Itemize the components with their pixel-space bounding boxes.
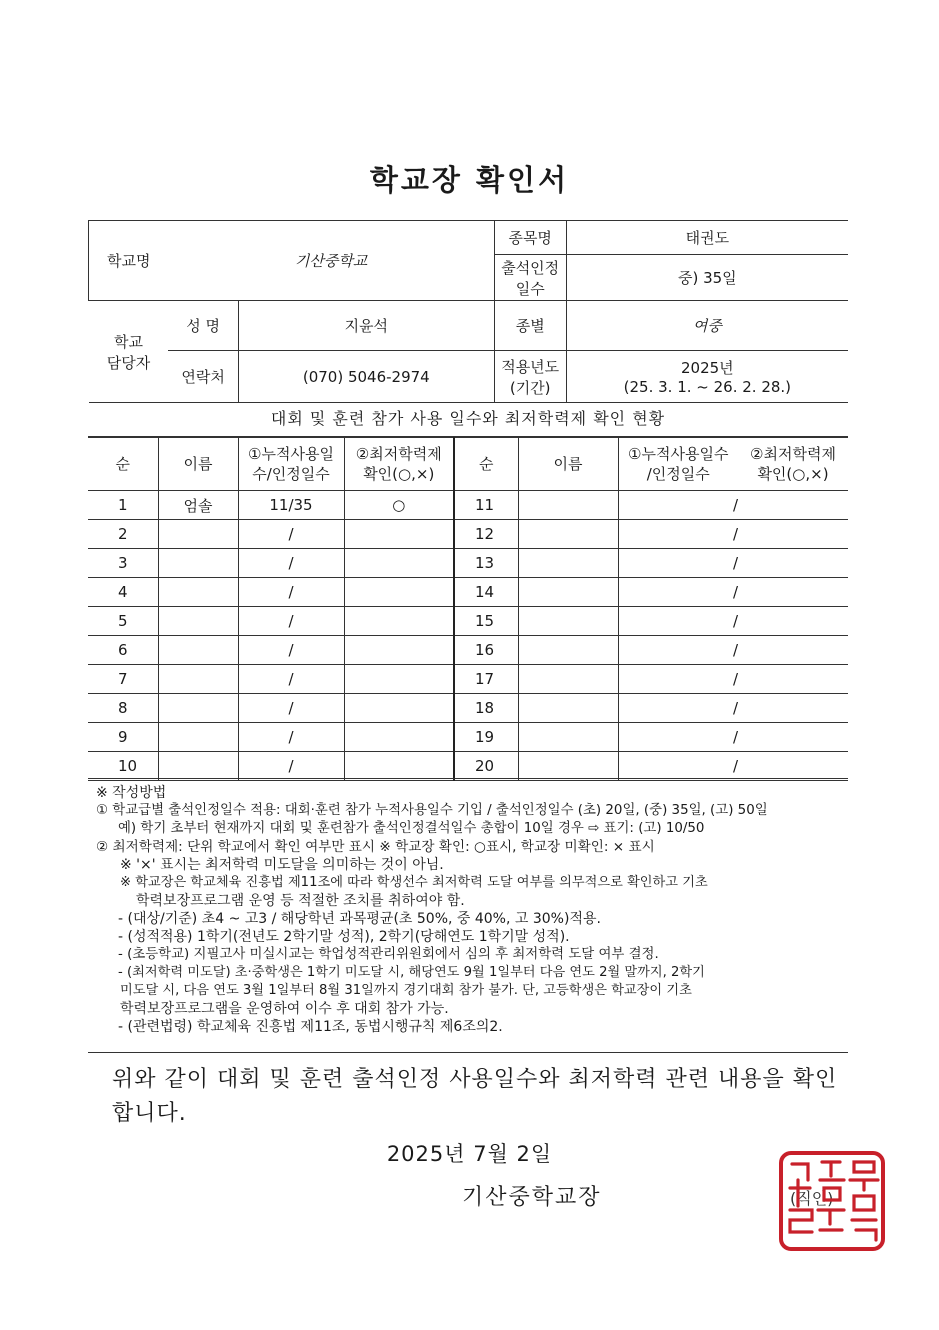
row-name [518,549,618,578]
row-min [738,549,848,578]
attend-label-1: 출석인정 [501,258,560,277]
row-name [518,578,618,607]
col-days-right [618,438,738,491]
row-name [158,694,238,723]
table-row [88,578,848,607]
table-row [88,520,848,549]
row-name [158,520,238,549]
manager-label-2: 담당자 [106,353,151,372]
notes-bottom-rule [88,1052,848,1053]
attend-value: 중) 35일 [566,255,848,301]
col-name: 이름 [158,438,238,491]
row-min [738,578,848,607]
row-no: 16 [454,636,518,665]
row-days: / [238,723,344,752]
attend-label-2: 일수 [515,279,545,298]
table-row [88,694,848,723]
row-days: / [238,636,344,665]
row-name [518,665,618,694]
row-days: / [238,694,344,723]
row-no: 14 [454,578,518,607]
row-days: / [618,607,738,636]
col-min-r2: 확인(○,×) [757,465,829,483]
row-days: / [618,636,738,665]
row-min [738,491,848,520]
row-name [518,607,618,636]
col-min-right [738,438,848,491]
note-line: 미도달 시, 다음 연도 3월 1일부터 8월 31일까지 경기대회 참가 불가. 단, 고등학생은 학교장이 기초 [120,983,692,998]
table-row [88,665,848,694]
note-line: 학력보장프로그램 운영 등 적절한 조치를 취하여야 함. [136,893,465,909]
row-days: / [618,491,738,520]
row-days: / [618,752,738,781]
row-name: 엄솔 [158,491,238,520]
row-no: 8 [88,694,158,723]
instructions [96,784,856,1036]
col-days-1: ①누적사용일 [248,445,334,463]
table-row [88,723,848,752]
row-days: / [238,752,344,781]
name-value: 지윤석 [238,301,494,351]
row-name [158,607,238,636]
row-min [344,549,454,578]
table-bottom-rule [88,778,848,779]
col-name-right: 이름 [518,438,618,491]
row-name [518,520,618,549]
note-line: - (대상/기준) 초4 ~ 고3 / 해당학년 과목평균(초 50%, 중 40%, 고 30%)적용. [118,911,601,927]
note-line: 예) 학기 초부터 현재까지 대회 및 훈련참가 출석인정결석일수 총합이 10일 경우 ⇨ 표기: (고) 10/50 [118,821,705,836]
row-days: / [238,578,344,607]
row-name [158,752,238,781]
note-line: ② 최저학력제: 단위 학교에서 확인 여부만 표시 ※ 학교장 확인: ○표시, 학교장 미확인: × 표시 [96,839,655,855]
col-days-r1: ①누적사용일수 [628,445,729,463]
row-days: / [618,549,738,578]
row-days: / [238,665,344,694]
row-min [738,636,848,665]
note-line: 학력보장프로그램을 운영하여 이수 후 대회 참가 가능. [120,1001,449,1017]
info-table [88,220,848,403]
official-seal [778,1150,886,1252]
table-row [88,636,848,665]
row-days: / [618,723,738,752]
row-no: 3 [88,549,158,578]
table-row [88,607,848,636]
row-days: 11/35 [238,491,344,520]
event-value: 태권도 [566,221,848,255]
row-no: 10 [88,752,158,781]
col-no-right: 순 [454,438,518,491]
row-name [518,723,618,752]
year-label [494,351,566,403]
year-value-1: 2025년 [681,359,734,377]
note-line: - (최저학력 미도달) 초·중학생은 1학기 미도달 시, 해당연도 9월 1일부터 다음 연도 2월 말까지, 2학기 [118,965,705,980]
row-name [518,636,618,665]
note-line: ※ 학교장은 학교체육 진흥법 제11조에 따라 학생선수 최저학력 도달 여부를 의무적으로 확인하고 기초 [120,875,708,890]
col-days-2: 수/인정일수 [252,465,330,483]
row-days: / [618,578,738,607]
col-min-r1: ②최저학력제 [750,445,836,463]
row-min [738,607,848,636]
row-days: / [238,520,344,549]
row-min: ○ [344,491,454,520]
row-days: / [238,549,344,578]
row-no: 13 [454,549,518,578]
attend-label [494,255,566,301]
year-label-1: 적용년도 [501,357,560,376]
note-line: - (관련법령) 학교체육 진흥법 제11조, 동법시행규칙 제6조의2. [118,1019,503,1035]
row-min [344,752,454,781]
contact-label: 연락처 [168,351,238,403]
principal-name: 기산중학교장 [462,1185,602,1210]
row-name [518,694,618,723]
row-min [344,694,454,723]
row-name [158,578,238,607]
row-no: 6 [88,636,158,665]
row-min [344,520,454,549]
event-label: 종목명 [494,221,566,255]
table-row [88,491,848,520]
seal-glyphs [790,1162,878,1240]
table-row [88,549,848,578]
row-min [738,665,848,694]
row-no: 17 [454,665,518,694]
manager-label [89,301,169,403]
seal-placeholder: (직인) [790,1189,834,1208]
year-value [566,351,848,403]
row-min [344,578,454,607]
row-name [158,549,238,578]
contact-value: (070) 5046-2974 [238,351,494,403]
row-min [738,752,848,781]
kind-value: 여중 [566,301,848,351]
col-days-r2: /인정일수 [646,465,710,483]
year-label-2: (기간) [509,378,551,397]
col-days [238,438,344,491]
status-table-body [88,491,848,781]
row-no: 15 [454,607,518,636]
row-name [518,752,618,781]
row-min [738,694,848,723]
col-min-1: ②최저학력제 [355,445,442,463]
row-min [738,723,848,752]
row-min [344,723,454,752]
row-min [738,520,848,549]
row-name [158,636,238,665]
row-days: / [618,520,738,549]
col-min-2: 확인(○,×) [363,465,435,483]
row-no: 5 [88,607,158,636]
row-no: 4 [88,578,158,607]
table-row [88,752,848,781]
row-no: 20 [454,752,518,781]
row-days: / [618,694,738,723]
name-label: 성 명 [168,301,238,351]
section-subtitle: 대회 및 훈련 참가 사용 일수와 최저학력제 확인 현황 [88,402,848,437]
note-line: - (초등학교) 지필고사 미실시교는 학업성적관리위원회에서 심의 후 최저학력 도달 여부 결정. [118,947,659,962]
confirmation-text: 위와 같이 대회 및 훈련 출석인정 사용일수와 최저학력 관련 내용을 확인합니다. [112,1067,838,1126]
year-value-2: (25. 3. 1. ~ 26. 2. 28.) [623,378,792,396]
issue-date: 2025년 7월 2일 [386,1142,553,1166]
status-table [88,437,848,781]
kind-label: 종별 [494,301,566,351]
row-no: 9 [88,723,158,752]
school-label: 학교명 [89,221,169,301]
school-value: 기산중학교 [168,221,494,301]
row-no: 2 [88,520,158,549]
note-line: ① 학교급별 출석인정일수 적용: 대회·훈련 참가 누적사용일수 기입 / 출석인정일수 (초) 20일, (중) 35일, (고) 50일 [96,803,768,818]
note-line: ※ 작성방법 [96,785,167,801]
row-name [158,665,238,694]
row-no: 18 [454,694,518,723]
row-no: 12 [454,520,518,549]
row-name [158,723,238,752]
row-min [344,636,454,665]
note-line: - (성적적용) 1학기(전년도 2학기말 성적), 2학기(당해연도 1학기말 성적). [118,929,570,945]
row-name [518,491,618,520]
row-days: / [238,607,344,636]
col-min [344,438,454,491]
manager-label-1: 학교 [113,332,143,351]
row-no: 1 [88,491,158,520]
note-line: ※ '×' 표시는 최저학력 미도달을 의미하는 것이 아님. [120,857,444,873]
col-no: 순 [88,438,158,491]
document-title: 학교장 확인서 [369,163,570,197]
row-no: 11 [454,491,518,520]
row-no: 7 [88,665,158,694]
row-min [344,665,454,694]
row-min [344,607,454,636]
row-days: / [618,665,738,694]
row-no: 19 [454,723,518,752]
